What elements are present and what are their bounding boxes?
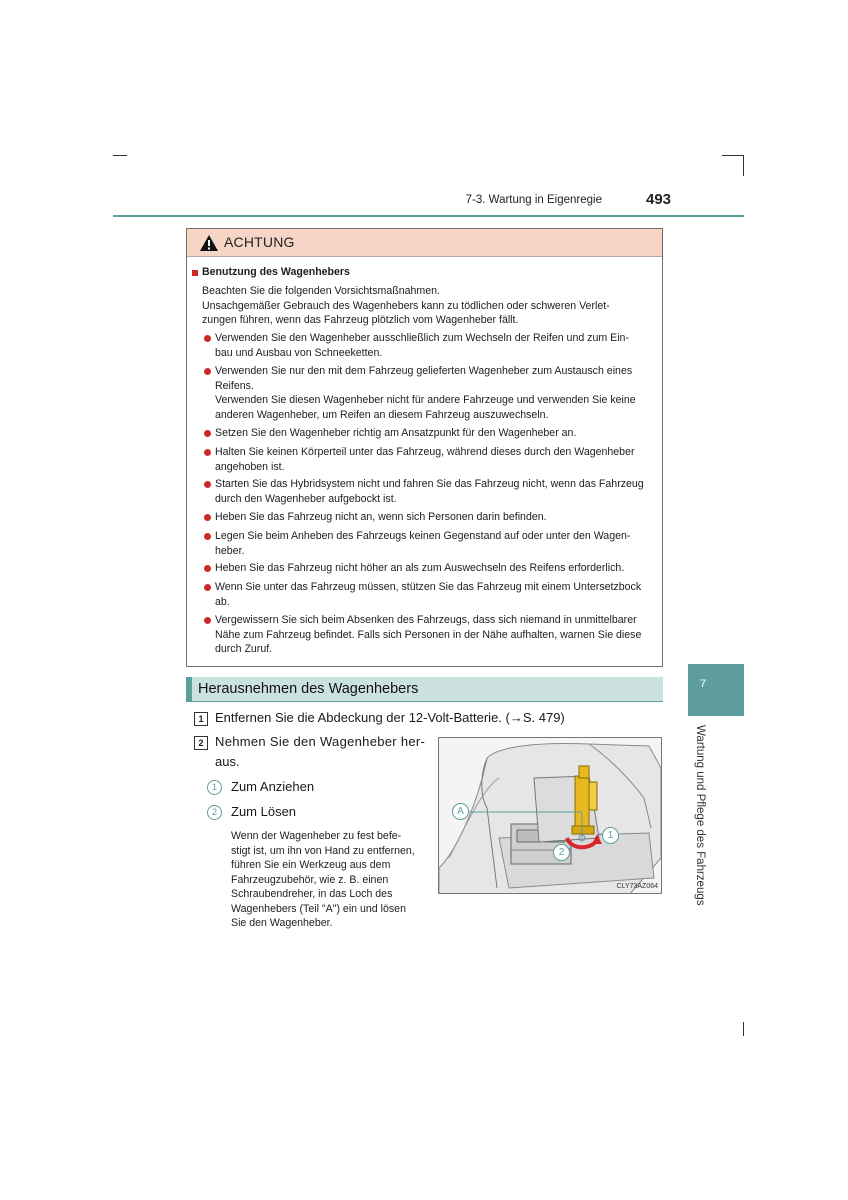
bullet-line: bau und Ausbau von Schneeketten.	[215, 346, 383, 359]
step-number: 1	[194, 712, 208, 726]
bullet-line: anderen Wagenheber, um Reifen an diesem Fahrzeug auszuwechseln.	[215, 408, 549, 421]
warning-intro-line: zungen führen, wenn das Fahrzeug plötzlich vom Wagenheber fällt.	[202, 314, 519, 326]
warning-title: ACHTUNG	[224, 234, 295, 250]
warning-header	[187, 229, 662, 257]
step-number: 2	[194, 736, 208, 750]
bullet-dot	[204, 565, 211, 572]
item-label: Zum Anziehen	[231, 779, 315, 794]
callout-a: A	[452, 803, 469, 820]
bullet-line: Starten Sie das Hybridsystem nicht und fahren Sie das Fahrzeug nicht, wenn das Fahrzeug	[215, 478, 644, 490]
section-rule	[186, 701, 663, 702]
bullet-line: Heben Sie das Fahrzeug nicht höher an als zum Auswechseln des Reifens erforderlich.	[215, 562, 625, 574]
note-line: stigt ist, um ihn von Hand zu entfernen,	[231, 844, 415, 857]
bullet-line: Setzen Sie den Wagenheber richtig am Ansatzpunkt für den Wagenheber an.	[215, 427, 577, 439]
bullet-line: durch Zuruf.	[215, 643, 273, 655]
chapter-tab	[688, 664, 744, 716]
jack-removal-figure	[438, 737, 662, 894]
note-line: Wagenhebers (Teil "A") ein und lösen	[231, 902, 406, 915]
bullet-dot	[204, 533, 211, 540]
page-number: 493	[646, 191, 672, 208]
callout-1: 1	[602, 827, 619, 844]
bullet-line: Verwenden Sie diesen Wagenheber nicht für andere Fahrzeuge und verwenden Sie keine	[215, 394, 636, 406]
warning-intro-line: Beachten Sie die folgenden Vorsichtsmaßnahmen.	[202, 285, 440, 297]
callout-2: 2	[553, 844, 570, 861]
figure-code: CLY73AZ064	[616, 883, 658, 890]
note-line: führen Sie ein Werkzeug aus dem	[231, 859, 391, 871]
bullet-line: Reifens.	[215, 379, 254, 392]
bullet-dot	[204, 584, 211, 591]
running-header: 7-3. Wartung in Eigenregie	[465, 194, 602, 206]
step-text: Nehmen Sie den Wagenheber her-	[215, 734, 426, 749]
trunk-illustration	[439, 738, 662, 894]
note-line: Wenn der Wagenheber zu fest befe-	[231, 830, 402, 842]
section-title: Herausnehmen des Wagenhebers	[198, 681, 419, 697]
bullet-line: Verwenden Sie den Wagenheber ausschließlich zum Wechseln der Reifen und zum Ein-	[215, 332, 629, 344]
item-number-circle: 1	[207, 780, 222, 795]
warning-triangle-icon	[199, 234, 219, 252]
bullet-line: Nähe zum Fahrzeug befindet. Falls sich Personen in der Nähe aufhalten, warnen Sie diese	[215, 628, 642, 641]
section-header-accent	[186, 677, 192, 702]
item-label: Zum Lösen	[231, 804, 297, 819]
warning-subheading: Benutzung des Wagenhebers	[202, 266, 350, 278]
step-text: aus.	[215, 754, 240, 769]
bullet-line: Wenn Sie unter das Fahrzeug müssen, stützen Sie das Fahrzeug mit einem Untersetzbock	[215, 581, 642, 593]
bullet-dot	[204, 335, 211, 342]
note-line: Fahrzeugzubehör, wie z. B. einen	[231, 873, 389, 886]
bullet-dot	[204, 617, 211, 624]
note-line: Schraubendreher, in das Loch des	[231, 888, 393, 900]
bullet-line: Vergewissern Sie sich beim Absenken des Fahrzeugs, dass sich niemand in unmittelbarer	[215, 614, 637, 626]
subheading-marker	[192, 270, 198, 276]
item-number-circle: 2	[207, 805, 222, 820]
bullet-line: Heben Sie das Fahrzeug nicht an, wenn sich Personen darin befinden.	[215, 511, 547, 523]
bullet-dot	[204, 368, 211, 375]
bullet-line: heber.	[215, 544, 245, 557]
bullet-dot	[204, 514, 211, 521]
bullet-dot	[204, 449, 211, 456]
bullet-dot	[204, 430, 211, 437]
bullet-line: durch den Wagenheber aufgebockt ist.	[215, 492, 397, 505]
bullet-dot	[204, 481, 211, 488]
bullet-line: Legen Sie beim Anheben des Fahrzeugs keinen Gegenstand auf oder unter den Wagen-	[215, 530, 631, 542]
chapter-number: 7	[700, 678, 707, 690]
crop-mark	[722, 155, 744, 156]
step-text: Entfernen Sie die Abdeckung der 12-Volt-Batterie. (→S. 479)	[215, 710, 565, 725]
bullet-line: Halten Sie keinen Körperteil unter das Fahrzeug, während dieses durch den Wagenheber	[215, 446, 635, 458]
crop-mark	[113, 155, 127, 156]
warning-intro-line: Unsachgemäßer Gebrauch des Wagenhebers kann zu tödlichen oder schweren Verlet-	[202, 299, 610, 312]
crop-mark	[743, 155, 744, 176]
bullet-line: Verwenden Sie nur den mit dem Fahrzeug gelieferten Wagenheber zum Austausch eines	[215, 365, 633, 377]
chapter-label: Wartung und Pflege des Fahrzeugs	[694, 725, 706, 906]
header-rule	[113, 215, 744, 217]
note-line: Sie den Wagenheber.	[231, 917, 333, 929]
crop-mark	[743, 1022, 744, 1036]
bullet-line: angehoben ist.	[215, 460, 285, 473]
bullet-line: ab.	[215, 595, 230, 608]
